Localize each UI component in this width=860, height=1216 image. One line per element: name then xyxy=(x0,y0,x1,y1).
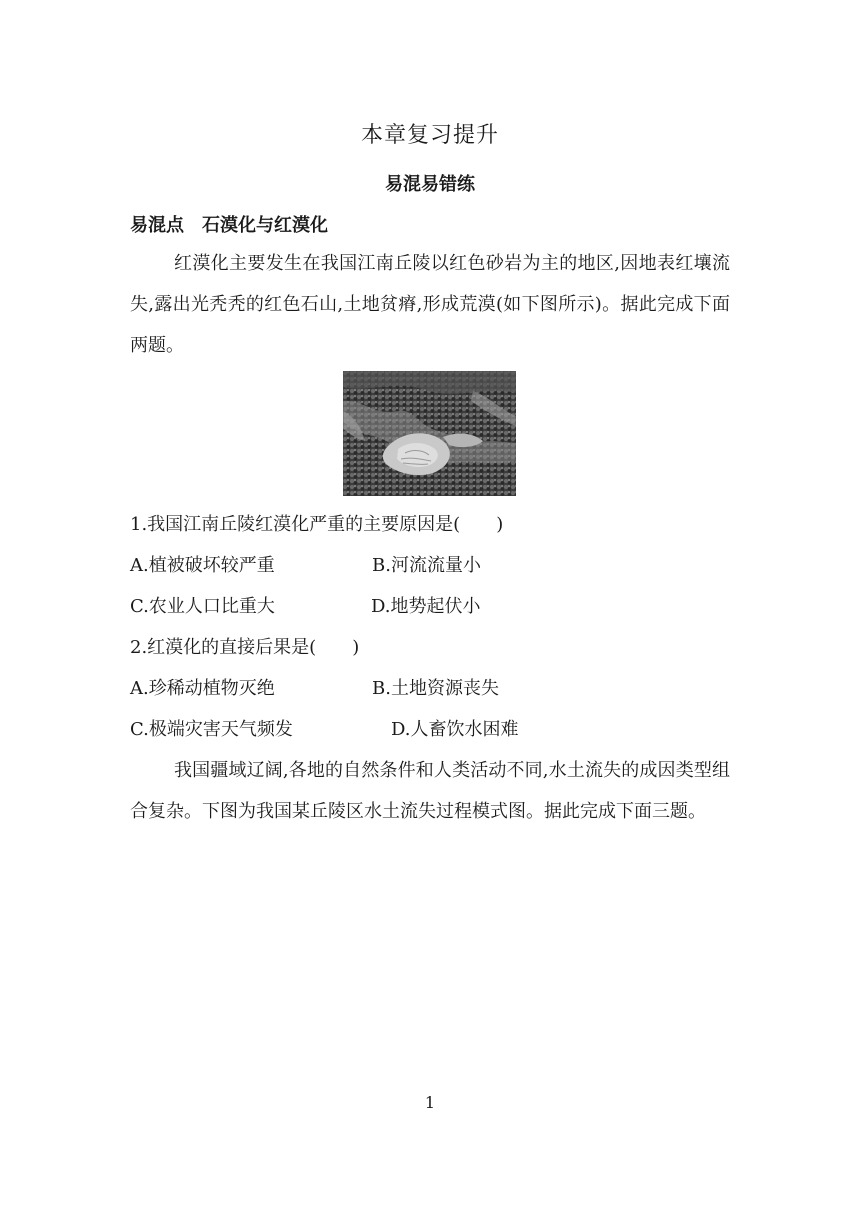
passage-soil-erosion: 我国疆域辽阔,各地的自然条件和人类活动不同,水土流失的成因类型组合复杂。下图为我国某丘陵区水土流失过程模式图。据此完成下面三题。 xyxy=(130,760,730,822)
question-2-stem: 2.红漠化的直接后果是( ) xyxy=(130,637,360,658)
point-heading: 易混点 石漠化与红漠化 xyxy=(130,215,328,236)
red-desertification-photo xyxy=(343,371,516,496)
question-2-option-b: B.土地资源丧失 xyxy=(372,678,499,699)
passage-red-desertification: 红漠化主要发生在我国江南丘陵以红色砂岩为主的地区,因地表红壤流失,露出光秃秃的红色石山,土地贫瘠,形成荒漠(如下图所示)。据此完成下面两题。 xyxy=(130,253,730,356)
question-1-option-c: C.农业人口比重大 xyxy=(130,596,275,617)
question-2-option-a: A.珍稀动植物灭绝 xyxy=(130,678,275,699)
question-1-option-a: A.植被破坏较严重 xyxy=(130,555,275,576)
page-number: 1 xyxy=(424,1093,436,1112)
question-2-option-c: C.极端灾害天气频发 xyxy=(130,719,293,740)
question-1-option-d: D.地势起伏小 xyxy=(371,596,481,617)
question-1-stem: 1.我国江南丘陵红漠化严重的主要原因是( ) xyxy=(130,514,504,535)
question-1-option-b: B.河流流量小 xyxy=(372,555,481,576)
page-title: 本章复习提升 xyxy=(360,123,499,148)
section-title: 易混易错练 xyxy=(385,174,475,195)
question-2-option-d: D.人畜饮水困难 xyxy=(391,719,519,740)
